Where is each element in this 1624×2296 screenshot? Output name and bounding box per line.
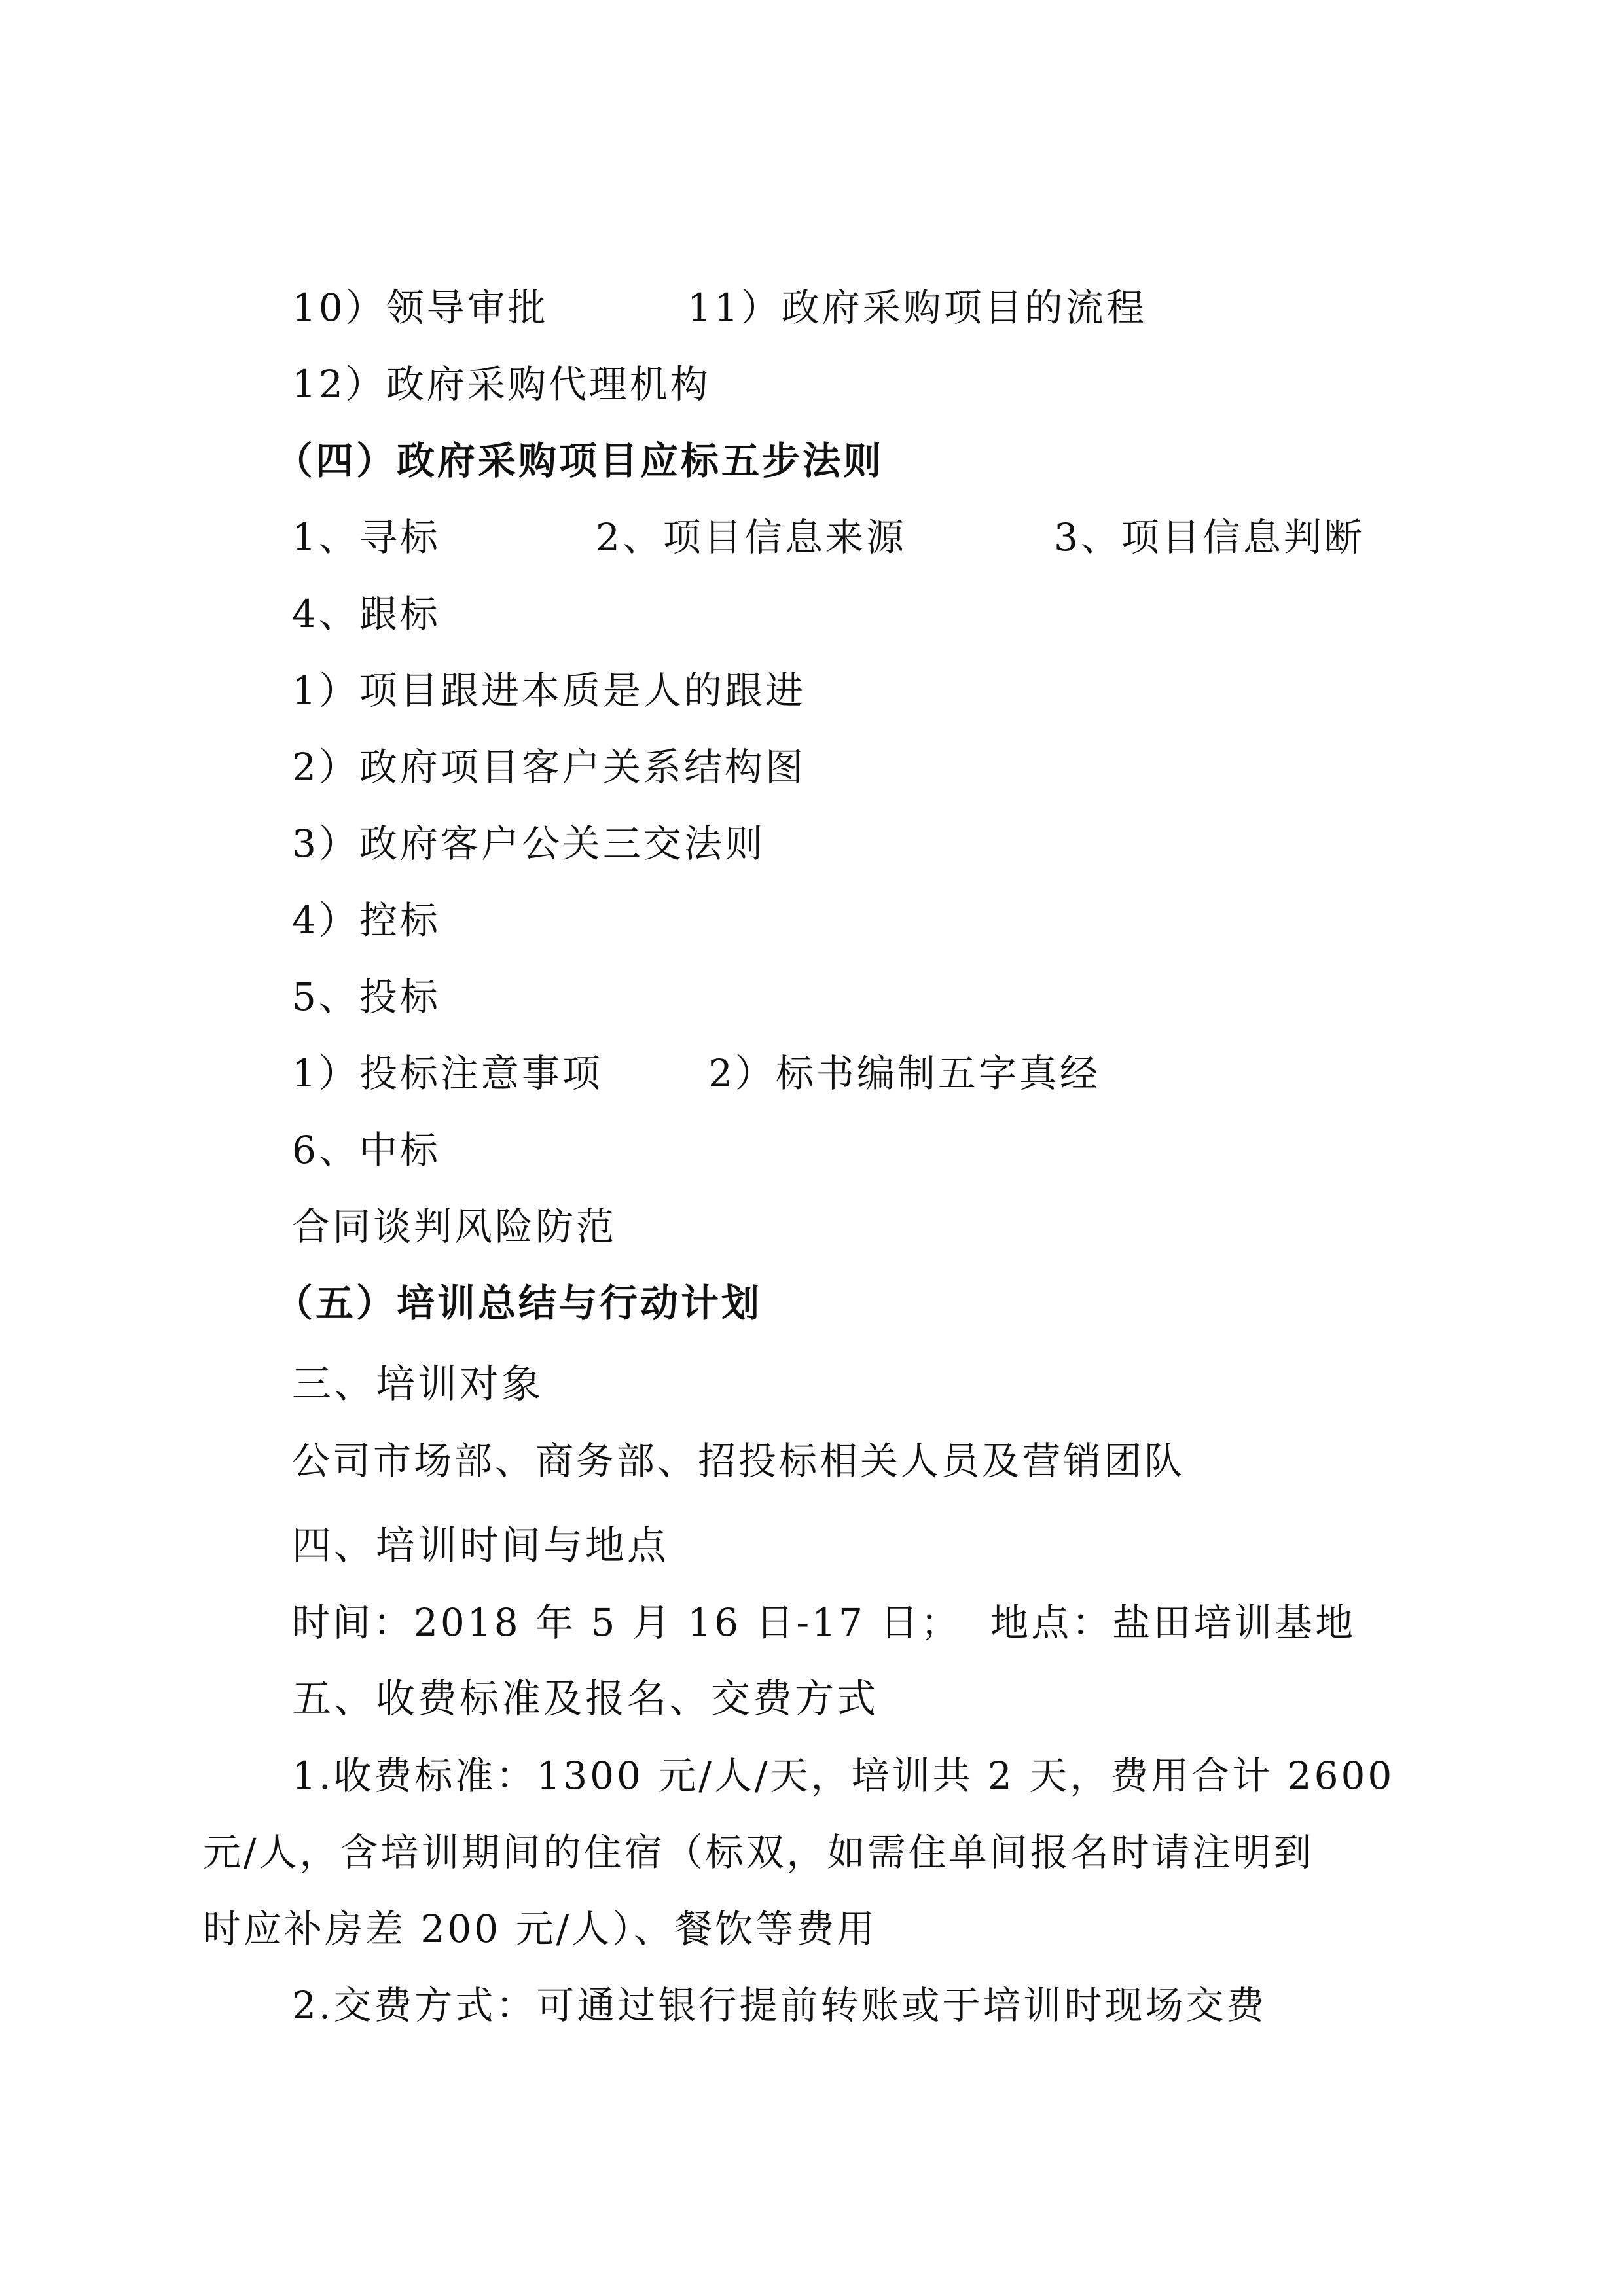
list-item-bid-notes: 1）投标注意事项: [292, 1051, 603, 1096]
list-item: 合同谈判风险防范: [292, 1204, 617, 1249]
list-row: [292, 511, 1470, 564]
heading-training-audience: 三、培训对象: [292, 1361, 543, 1407]
list-item-bid-writing: 2）标书编制五字真经: [708, 1051, 1100, 1096]
list-row: [292, 1047, 1274, 1100]
heading-time-location: 四、培训时间与地点: [292, 1523, 669, 1569]
list-item: 6、中标: [292, 1128, 441, 1172]
paragraph-fee-standard-cont: 元/人，含培训期间的住宿（标双，如需住单间报名时请注明到: [203, 1830, 1314, 1874]
list-item-info-judgement: 3、项目信息判断: [1054, 515, 1365, 560]
list-item: 2）政府项目客户关系结构图: [292, 745, 806, 789]
section-heading-5: （五）培训总结与行动计划: [275, 1281, 763, 1325]
paragraph-fee-standard-cont: 时应补房差 200 元/人）、餐饮等费用: [203, 1907, 878, 1951]
list-item-info-source: 2、项目信息来源: [596, 515, 907, 560]
section-heading-4: （四）政府采购项目应标五步法则: [275, 439, 884, 483]
list-item: 3）政府客户公关三交法则: [292, 821, 765, 866]
list-item: 5、投标: [292, 975, 441, 1019]
list-item-agency: 12）政府采购代理机构: [292, 362, 711, 406]
paragraph-time-location: 时间：2018 年 5 月 16 日-17 日； 地点：盐田培训基地: [292, 1600, 1356, 1645]
heading-fees: 五、收费标准及报名、交费方式: [292, 1676, 878, 1722]
list-item-find-bid: 1、寻标: [292, 515, 441, 560]
list-item: 1）项目跟进本质是人的跟进: [292, 668, 806, 713]
paragraph-fee-standard: 1.收费标准：1300 元/人/天，培训共 2 天，费用合计 2600: [292, 1753, 1395, 1798]
list-row: [292, 281, 1405, 334]
paragraph-payment-method: 2.交费方式：可通过银行提前转账或于培训时现场交费: [292, 1983, 1267, 2028]
list-item-leader-approval: 10）领导审批: [292, 285, 549, 330]
list-item: 4）控标: [292, 898, 441, 942]
list-item-follow-bid: 4、跟标: [292, 592, 441, 636]
list-item-procurement-process: 11）政府采购项目的流程: [687, 285, 1147, 330]
paragraph-audience: 公司市场部、商务部、招投标相关人员及营销团队: [292, 1439, 1185, 1483]
